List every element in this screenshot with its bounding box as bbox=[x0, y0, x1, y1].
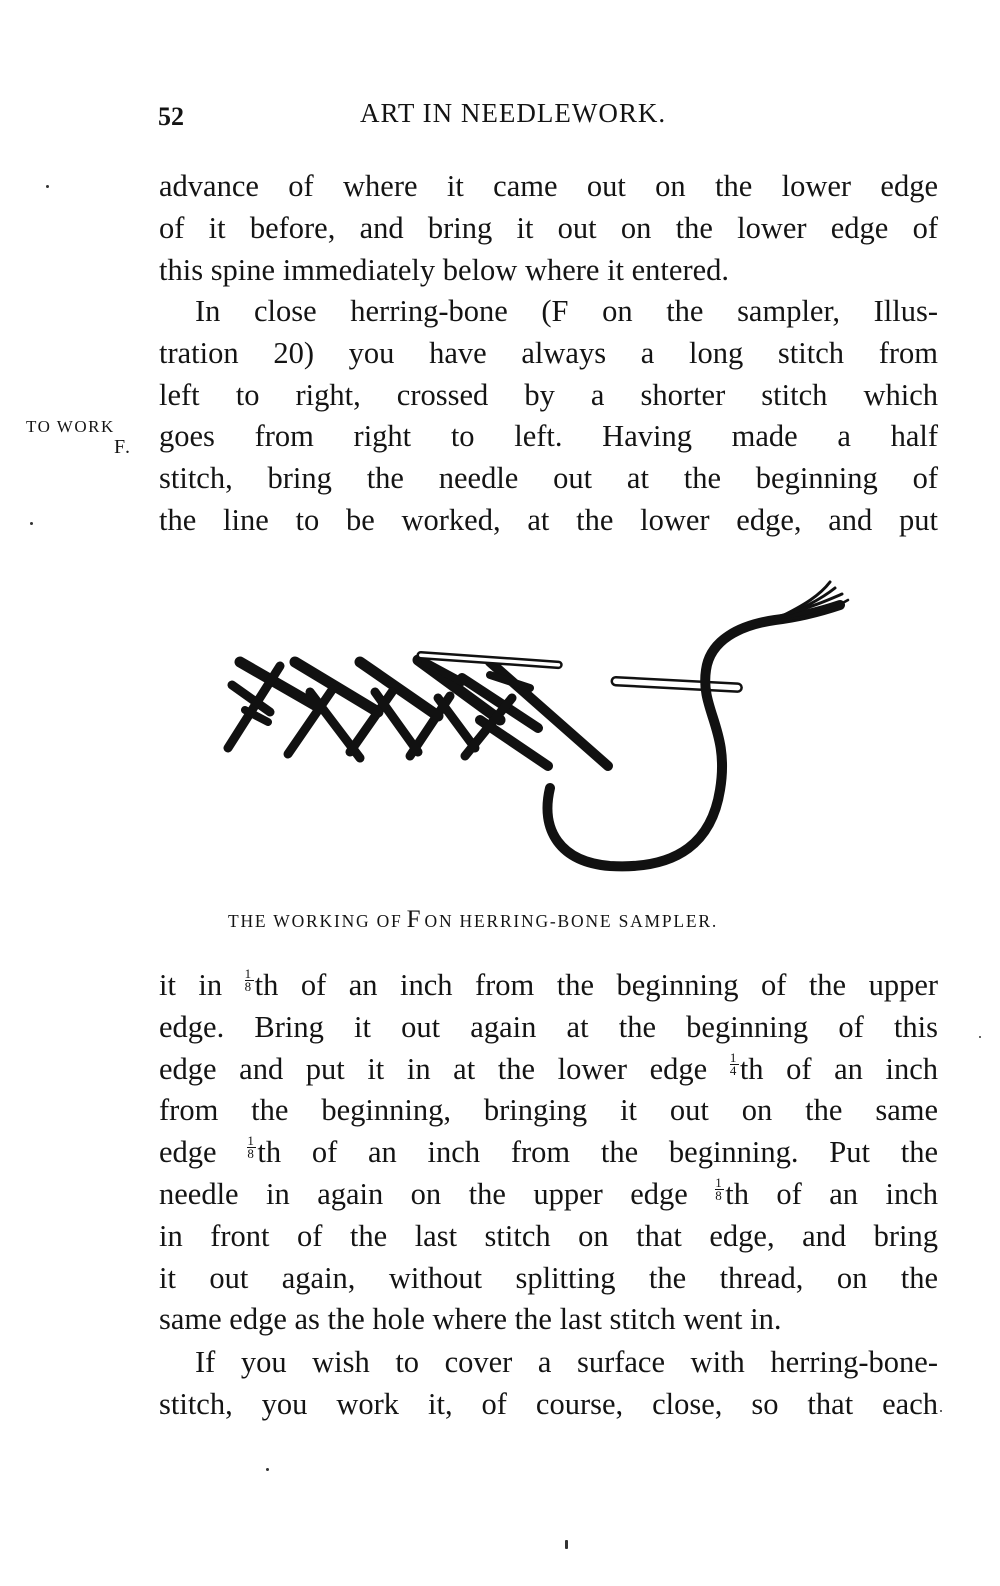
fraction-numerator: 1 bbox=[730, 1052, 739, 1065]
scan-speck bbox=[940, 1410, 942, 1412]
scan-speck bbox=[266, 1468, 269, 1471]
text-line: left to right, crossed by a shorter stitch which bbox=[159, 377, 938, 412]
scan-speck bbox=[30, 522, 33, 525]
herring-bone-illustration bbox=[200, 570, 880, 890]
text-line: this spine immediately below where it entered. bbox=[159, 252, 730, 287]
text-line: of it before, and bring it out on the lower edge of bbox=[159, 210, 938, 245]
fraction bbox=[729, 1049, 739, 1078]
text-fragment: th of an inch from the beginning of the upper bbox=[254, 968, 939, 1002]
caption-part-2: ON HERRING-BONE SAMPLER. bbox=[424, 911, 719, 931]
text-fragment: th of an inch bbox=[739, 1051, 938, 1086]
text-line bbox=[159, 1132, 938, 1174]
side-note-line-2: F. bbox=[114, 436, 132, 458]
caption-part-1: THE WORKING OF bbox=[228, 911, 403, 931]
fraction-denominator: 4 bbox=[729, 1062, 737, 1078]
fraction bbox=[245, 968, 254, 993]
paragraph-instructions bbox=[159, 965, 938, 1341]
running-head: ART IN NEEDLEWORK. bbox=[360, 98, 667, 128]
text-line bbox=[159, 1049, 938, 1091]
fraction-numerator: 1 bbox=[245, 968, 254, 981]
text-line: in front of the last stitch on that edge, and bring bbox=[159, 1218, 938, 1253]
text-fragment: needle in again on the upper edge bbox=[159, 1176, 688, 1211]
text-fragment: it in bbox=[159, 968, 223, 1002]
text-line: In close herring-bone (F on the sampler, Illus- bbox=[195, 294, 938, 328]
text-line: goes from right to left. Having made a half bbox=[159, 419, 938, 454]
paragraph-continued bbox=[159, 166, 938, 291]
text-line bbox=[159, 1174, 938, 1216]
scan-speck bbox=[979, 1036, 981, 1038]
text-line: tration 20) you have always a long stitch from bbox=[159, 335, 938, 370]
text-line: same edge as the hole where the last stitch went in. bbox=[159, 1302, 782, 1337]
paragraph-close-herring-bone bbox=[159, 291, 938, 542]
text-fragment: th of an inch bbox=[725, 1176, 939, 1211]
fraction bbox=[715, 1174, 724, 1203]
fraction-denominator: 8 bbox=[715, 1187, 722, 1203]
herring-bone-stitches bbox=[228, 660, 608, 766]
text-line: it out again, without splitting the thread, on the bbox=[159, 1260, 938, 1295]
text-line: advance of where it came out on the lower edge bbox=[159, 169, 938, 203]
fraction-denominator: 8 bbox=[247, 1146, 254, 1162]
caption-letter: F bbox=[406, 906, 421, 933]
fraction-numerator: 1 bbox=[247, 1135, 256, 1148]
paragraph-surface bbox=[159, 1342, 938, 1426]
text-line bbox=[159, 965, 938, 1007]
text-line: stitch, bring the needle out at the beginning of bbox=[159, 461, 938, 496]
scan-speck bbox=[46, 185, 49, 188]
text-fragment: th of an inch from the beginning. Put the bbox=[257, 1135, 938, 1170]
figure-caption bbox=[228, 906, 888, 934]
text-fragment: edge bbox=[159, 1135, 217, 1170]
text-line: edge. Bring it out again at the beginning of this bbox=[159, 1009, 938, 1044]
fraction bbox=[247, 1135, 256, 1160]
side-note-line-1: TO WORK bbox=[26, 417, 115, 436]
text-line: If you wish to cover a surface with herring-bone- bbox=[195, 1345, 938, 1379]
fraction-numerator: 1 bbox=[715, 1177, 724, 1190]
text-line: the line to be worked, at the lower edge, and put bbox=[159, 502, 938, 537]
thread-icon bbox=[548, 582, 849, 866]
fraction-denominator: 8 bbox=[244, 979, 252, 994]
text-line: stitch, you work it, of course, close, so that each bbox=[159, 1386, 938, 1421]
page-number: 52 bbox=[158, 102, 184, 131]
scan-speck bbox=[565, 1540, 568, 1549]
text-line: from the beginning, bringing it out on the same bbox=[159, 1093, 938, 1128]
text-fragment: edge and put it in at the lower edge bbox=[159, 1051, 708, 1086]
